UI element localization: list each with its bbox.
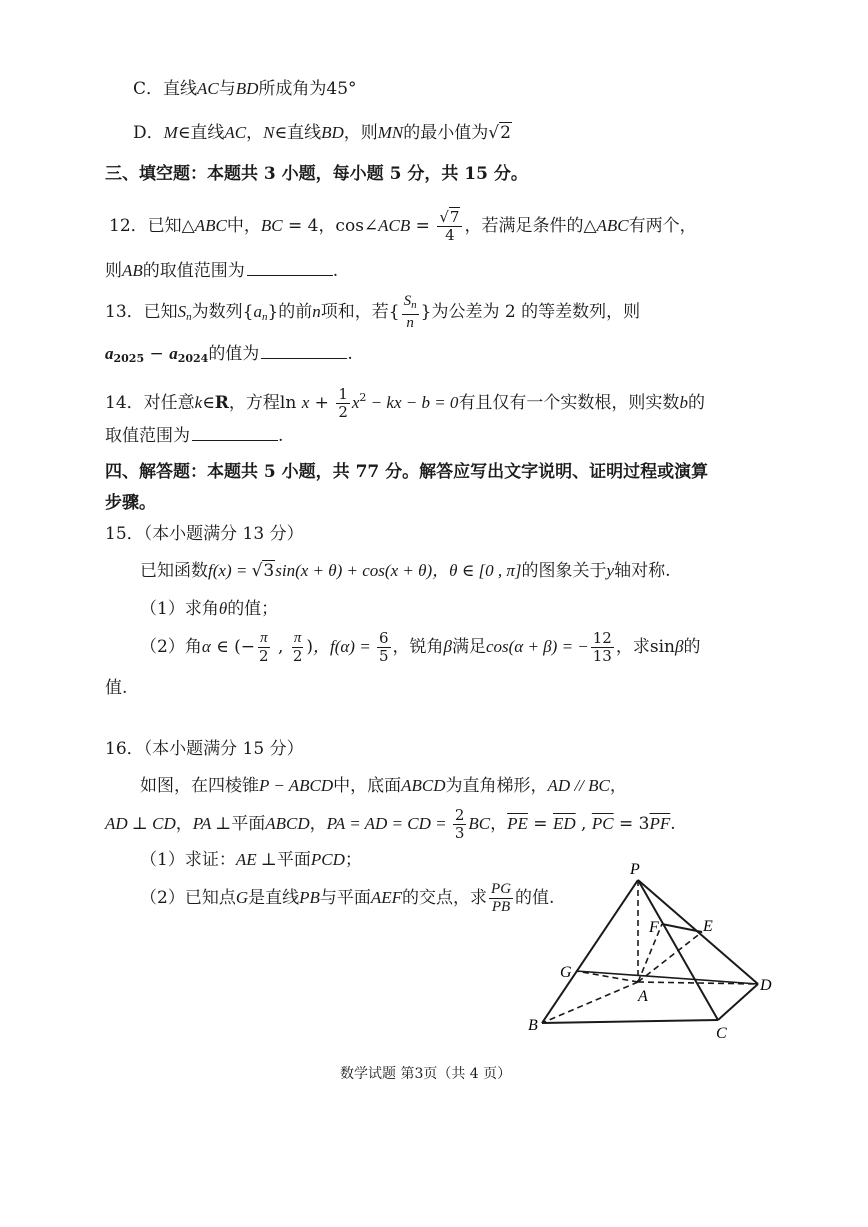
label-b: B: [528, 1017, 538, 1034]
question-15-stem: 已知函数f(x) = √3sin(x + θ) + cos(x + θ)，θ ∈ [0 , π]的图象关于y轴对称.: [140, 561, 671, 581]
fraction-12-over-13: $\frac{12}{13}$: [592, 629, 612, 665]
question-13-line1: 13．已知$S_n$为数列$\{a_n\}$的前n项和，若{ $\frac{S_n}{n}$ }为公差为 2 的等差数列，则: [105, 293, 641, 331]
question-14-line1: 14．对任意k∈R，方程ln x + $\frac{1}{2}$ $x^2$ − kx − b = 0有且仅有一个实数根，则实数b的: [105, 385, 705, 421]
edge-cd: [718, 984, 758, 1020]
page-footer: 数学试题 第3页（共 4 页）: [340, 1066, 512, 1082]
label-d: D: [760, 977, 772, 994]
question-12-line1: 12．已知△ABC中，BC = 4，cos∠ACB = $\frac{√7}{4}$ ，若满足条件的△ABC有两个，: [109, 208, 697, 244]
fraction-sn-over-n: $\frac{S_n}{n}$: [403, 293, 417, 331]
fraction-pi-over-2-a: $\frac{\pi}{2}$: [259, 630, 269, 665]
question-16-line2: AD ⊥ CD，PA ⊥平面ABCD，PA = AD = CD = $\frac{2}{3}$ BC，$\overline{PE} = \overline{ED}$ , $\overline{PC} = 3\overline{PF}$.: [105, 806, 676, 842]
question-13-line2: $a_{2025} - a_{2024}$的值为 .: [105, 344, 353, 365]
question-16-header: 16．（本小题满分 15 分）: [105, 739, 304, 759]
section-3-heading: 三、填空题：本题共 3 小题，每小题 5 分，共 15 分。: [105, 164, 528, 184]
label-f: F: [649, 919, 659, 936]
fraction-sqrt7-over-4: $\frac{√7}{4}$: [437, 209, 462, 244]
fraction-pg-over-pb: $\frac{PG}{PB}$: [491, 881, 512, 915]
label-e: E: [703, 918, 713, 935]
question-15-part2-end: 值.: [105, 678, 128, 698]
label-c: C: [716, 1025, 727, 1042]
label-a: A: [638, 988, 648, 1005]
question-12-line2: 则AB的取值范围为 .: [105, 261, 339, 281]
edge-pb: [542, 880, 638, 1023]
option-c: C．直线AC与BD所成角为45°: [133, 79, 357, 99]
answer-blank-14[interactable]: [192, 426, 278, 441]
question-15-part1: （1）求角θ的值；: [140, 599, 279, 619]
edge-bc: [542, 1020, 718, 1023]
question-15-header: 15．（本小题满分 13 分）: [105, 524, 304, 544]
question-16-part1: （1）求证：AE ⊥平面PCD；: [140, 850, 362, 870]
label-p: P: [630, 861, 640, 878]
fraction-one-half: $\frac{1}{2}$: [338, 385, 348, 421]
segment-ge: [576, 971, 758, 984]
pyramid-figure: [520, 858, 790, 1048]
answer-blank-13[interactable]: [261, 344, 347, 359]
label-g: G: [560, 964, 572, 981]
fraction-6-over-5: $\frac{6}{5}$: [378, 629, 389, 665]
sqrt-symbol: √: [488, 123, 500, 143]
question-14-line2: 取值范围为 .: [105, 426, 284, 446]
question-16-line1: 如图，在四棱锥P − ABCD中，底面ABCD为直角梯形，AD // BC，: [140, 776, 627, 796]
answer-blank-12[interactable]: [247, 261, 333, 276]
fraction-2-over-3: $\frac{2}{3}$: [454, 806, 465, 842]
fraction-pi-over-2-b: $\frac{\pi}{2}$: [292, 630, 303, 665]
option-d: D．M∈直线AC，N∈直线BD，则MN的最小值为√2: [133, 123, 511, 143]
question-15-part2: （2）角α ∈ (− $\frac{\pi}{2}$ , $\frac{\pi}{2}$ )，f(α) = $\frac{6}{5}$ ，锐角β满足cos(α + β) = − $\frac{12}{13}$ ，求sinβ的: [140, 629, 701, 665]
section-4-heading-line2: 步骤。: [105, 493, 156, 513]
section-4-heading-line1: 四、解答题：本题共 5 小题，共 77 分。解答应写出文字说明、证明过程或演算: [105, 462, 709, 482]
question-16-part2: （2）已知点G是直线PB与平面AEF的交点，求 $\frac{PG}{PB}$ 的值.: [140, 881, 555, 915]
